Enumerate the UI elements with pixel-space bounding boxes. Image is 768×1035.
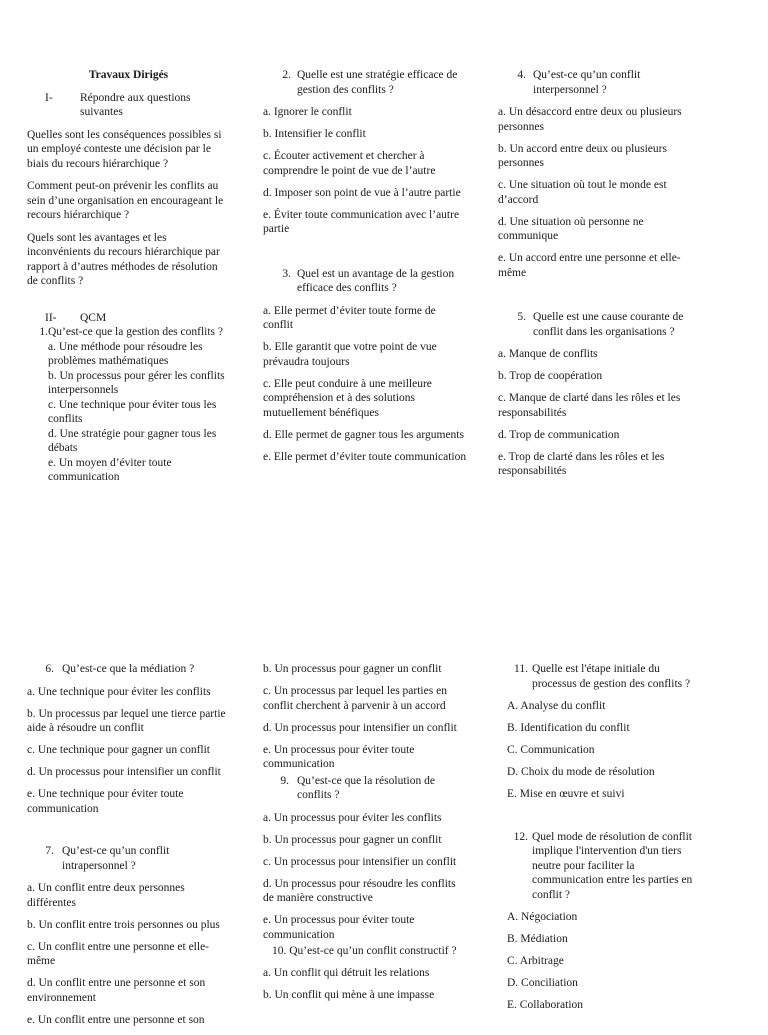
question-2-option: c. Écouter activement et chercher à comprendre le point de vue de l’autre [263, 150, 436, 177]
question-8-option: b. Un processus pour gagner un conflit [263, 663, 442, 675]
question-11-option: C. Communication [507, 744, 595, 756]
question-8-option: c. Un processus par lequel les parties en conflit cherchent à parvenir à un accord [263, 685, 447, 712]
question-3-option: a. Elle permet d’éviter toute forme de conflit [263, 304, 436, 331]
question-12-text: Quel mode de résolution de conflit implique l'intervention d'un tiers neutre pour faciliter la communication entre les parties en conflit ? [532, 830, 693, 901]
question-12-option: B. Médiation [507, 933, 568, 945]
question-11-number: 11. [514, 663, 528, 675]
question-12-number: 12. [513, 830, 528, 843]
question-2-option: e. Éviter toute communication avec l’autre partie [263, 208, 460, 235]
question-11-option: D. Choix du mode de résolution [507, 766, 655, 778]
question-9-option: b. Un processus pour gagner un conflit [263, 833, 442, 846]
question-9-option: e. Un processus pour éviter toute communication [263, 914, 415, 941]
document-title: Travaux Dirigés [88, 69, 169, 81]
question-4-option: d. Une situation où personne ne communique [498, 215, 644, 242]
question-2-option: d. Imposer son point de vue à l’autre partie [263, 186, 461, 199]
section-1-heading [27, 91, 230, 120]
question-6-option: a. Une technique pour éviter les conflits [27, 685, 211, 698]
question-4-option: a. Un désaccord entre deux ou plusieurs personnes [498, 106, 682, 133]
question-6-option: d. Un processus pour intensifier un conflit [27, 766, 221, 778]
question-4-option: c. Une situation où tout le monde est d’accord [498, 179, 667, 206]
question-5-text: Quelle est une cause courante de conflit dans les organisations ? [533, 311, 684, 338]
question-11-option: A. Analyse du conflit [507, 700, 606, 712]
question-7 [27, 844, 230, 873]
question-1-option: a. Une méthode pour résoudre les problèmes mathématiques [48, 340, 203, 367]
question-1-option: c. Une technique pour éviter tous les conflits [48, 398, 217, 425]
p1-column-3 [498, 68, 698, 486]
question-2-text: Quelle est une stratégie efficace de gestion des conflits ? [297, 69, 458, 96]
question-7-option: e. Un conflit entre une personne et son [27, 1013, 205, 1026]
question-3-option: d. Elle permet de gagner tous les arguments [263, 428, 464, 441]
question-12-option: C. Arbitrage [507, 955, 564, 967]
section-1-text: Répondre aux questions suivantes [80, 91, 191, 118]
question-2-option: b. Intensifier le conflit [263, 128, 366, 140]
question-2-option: a. Ignorer le conflit [263, 106, 352, 118]
question-5-option: a. Manque de conflits [498, 348, 598, 360]
question-5 [498, 310, 698, 339]
question-1 [27, 325, 230, 340]
p1-column-1 [27, 68, 230, 485]
question-5-option: c. Manque de clarté dans les rôles et les responsabilités [498, 392, 681, 419]
question-6-text: Qu’est-ce que la médiation ? [62, 663, 195, 675]
question-5-option: e. Trop de clarté dans les rôles et les responsabilités [498, 450, 665, 477]
question-1-option: e. Un moyen d’éviter toute communication [48, 456, 172, 483]
open-question-3: Quels sont les avantages et les inconvénients du recours hiérarchique par rapport à d’autres méthodes de résolution de conflits ? [27, 231, 220, 287]
question-10-text: 10. Qu’est-ce qu’un conflit constructif ? [272, 945, 457, 957]
question-3-text: Quel est un avantage de la gestion efficace des conflits ? [297, 267, 455, 294]
question-4 [498, 68, 698, 97]
question-11-option: E. Mise en œuvre et suivi [507, 788, 625, 800]
question-12-option: E. Collaboration [507, 999, 584, 1011]
section-2-heading [27, 311, 230, 326]
question-6-option: c. Une technique pour gagner un conflit [27, 744, 210, 756]
question-1-option: b. Un processus pour gérer les conflits interpersonnels [48, 369, 225, 396]
question-4-option: e. Un accord entre une personne et elle-même [498, 252, 681, 279]
question-11-option: B. Identification du conflit [507, 722, 630, 734]
question-11 [498, 662, 698, 691]
question-9 [263, 774, 468, 803]
p1-column-2 [263, 68, 468, 472]
question-7-option: a. Un conflit entre deux personnes différentes [27, 882, 185, 909]
question-4-number: 4. [517, 69, 526, 81]
question-3 [263, 267, 468, 296]
question-7-option: d. Un conflit entre une personne et son environnement [27, 977, 206, 1004]
question-8-option: e. Un processus pour éviter toute communication [263, 743, 415, 770]
question-1-number: 1. [39, 326, 48, 338]
question-2 [263, 68, 468, 97]
p2-column-1 [27, 662, 230, 1035]
question-2-number: 2. [282, 69, 291, 81]
question-6 [27, 662, 230, 677]
question-4-option: b. Un accord entre deux ou plusieurs personnes [498, 142, 667, 169]
p2-column-2 [263, 662, 468, 1010]
question-9-number: 9. [280, 774, 289, 787]
question-12-option: D. Conciliation [507, 977, 578, 989]
question-7-option: b. Un conflit entre trois personnes ou plus [27, 918, 220, 931]
question-7-number: 7. [45, 845, 54, 857]
p2-column-3 [498, 662, 698, 1020]
question-3-option: e. Elle permet d’éviter toute communication [263, 450, 467, 463]
question-12 [498, 830, 698, 903]
question-9-option: c. Un processus pour intensifier un conflit [263, 855, 457, 868]
question-8-option: d. Un processus pour intensifier un conflit [263, 721, 457, 734]
question-10-option: a. Un conflit qui détruit les relations [263, 967, 430, 979]
question-11-text: Quelle est l'étape initiale du processus de gestion des conflits ? [532, 663, 691, 690]
question-1-text: Qu’est-ce que la gestion des conflits ? [48, 326, 223, 338]
question-3-option: b. Elle garantit que votre point de vue prévaudra toujours [263, 341, 437, 368]
question-5-option: d. Trop de communication [498, 428, 620, 441]
question-1-option: d. Une stratégie pour gagner tous les débats [48, 427, 217, 454]
question-5-number: 5. [517, 311, 526, 323]
question-9-text: Qu’est-ce que la résolution de conflits ? [297, 774, 435, 801]
section-1-number: I- [45, 91, 53, 104]
question-6-option: b. Un processus par lequel une tierce partie aide à résoudre un conflit [27, 707, 226, 734]
question-3-number: 3. [282, 267, 291, 280]
section-2-text: QCM [80, 311, 107, 324]
question-6-number: 6. [45, 663, 54, 675]
question-9-option: d. Un processus pour résoudre les conflits de manière constructive [263, 877, 456, 904]
question-7-text: Qu’est-ce qu’un conflit intrapersonnel ? [62, 845, 170, 872]
question-3-option: c. Elle peut conduire à une meilleure compréhension et à des solutions mutuellement bénéfiques [263, 377, 432, 419]
section-2-number: II- [45, 311, 57, 324]
question-12-option: A. Négociation [507, 911, 578, 923]
question-6-option: e. Une technique pour éviter toute communication [27, 788, 184, 815]
question-4-text: Qu’est-ce qu’un conflit interpersonnel ? [533, 69, 641, 96]
question-5-option: b. Trop de coopération [498, 370, 603, 382]
open-question-2: Comment peut-on prévenir les conflits au sein d’une organisation en encourageant le recours hiérarchique ? [27, 180, 224, 221]
question-7-option: c. Un conflit entre une personne et elle-même [27, 940, 210, 967]
question-10-option: b. Un conflit qui mène à une impasse [263, 989, 435, 1001]
open-question-1: Quelles sont les conséquences possibles si un employé conteste une décision par le biais du recours hiérarchique ? [27, 128, 222, 170]
question-9-option: a. Un processus pour éviter les conflits [263, 811, 442, 824]
